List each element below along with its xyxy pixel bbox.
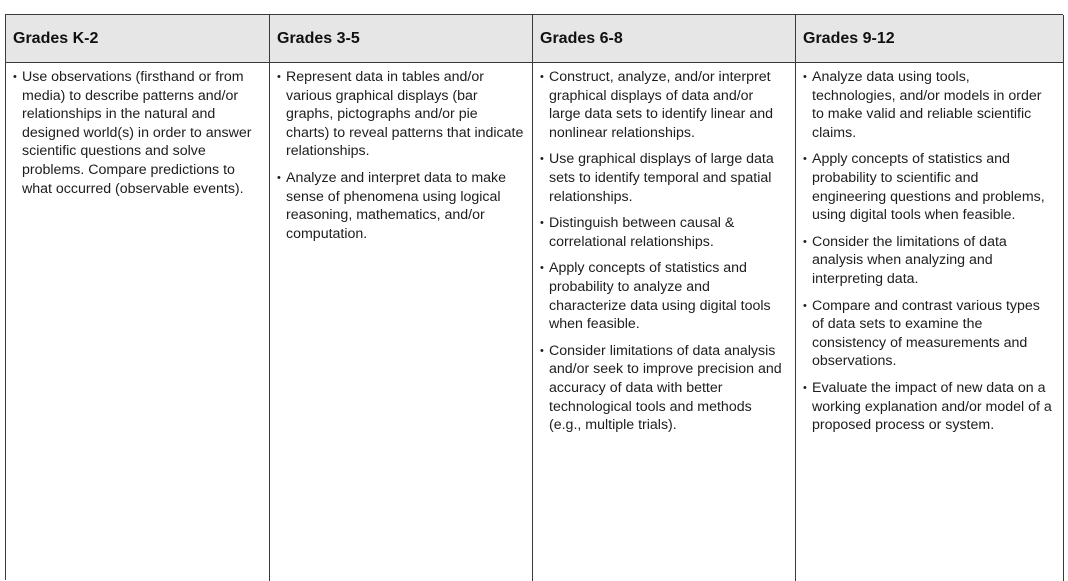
list-item: • Use graphical displays of large data sets to identify temporal and spatial relationships. <box>540 150 787 206</box>
practice-list <box>540 68 787 435</box>
list-item: • Analyze and interpret data to make sense of phenomena using logical reasoning, mathematics, and/or computation. <box>277 169 524 243</box>
column-grades-9-12 <box>796 63 1064 581</box>
practice-list <box>803 68 1055 435</box>
list-item: • Apply concepts of statistics and probability to scientific and engineering questions and problems, using digital tools when feasible. <box>803 150 1055 224</box>
list-item: • Consider limitations of data analysis and/or seek to improve precision and accuracy of data with better technological tools and methods (e.g., multiple trials). <box>540 342 787 435</box>
list-item: • Consider the limitations of data analysis when analyzing and interpreting data. <box>803 233 1055 289</box>
list-item: • Compare and contrast various types of data sets to examine the consistency of measurements and observations. <box>803 297 1055 371</box>
column-grades-6-8 <box>533 63 796 581</box>
list-item: • Construct, analyze, and/or interpret graphical displays of data and/or large data sets to identify linear and nonlinear relationships. <box>540 68 787 142</box>
header-grades-3-5: Grades 3-5 <box>270 15 533 63</box>
list-item: • Represent data in tables and/or various graphical displays (bar graphs, pictographs and/or pie charts) to reveal patterns that indicate relationships. <box>277 68 524 161</box>
list-item: • Apply concepts of statistics and probability to analyze and characterize data using digital tools when feasible. <box>540 259 787 333</box>
header-grades-9-12: Grades 9-12 <box>796 15 1064 63</box>
list-item: • Distinguish between causal & correlational relationships. <box>540 214 787 251</box>
list-item: • Use observations (firsthand or from media) to describe patterns and/or relationships in the natural and designed world(s) in order to answer scientific questions and solve problems. Compare predictions to what occurred (observable events). <box>13 68 261 198</box>
header-grades-6-8: Grades 6-8 <box>533 15 796 63</box>
practice-list <box>13 68 261 198</box>
list-item: • Analyze data using tools, technologies, and/or models in order to make valid and reliable scientific claims. <box>803 68 1055 142</box>
column-grades-k-2 <box>6 63 270 581</box>
list-item: • Evaluate the impact of new data on a working explanation and/or model of a proposed process or system. <box>803 379 1055 435</box>
column-grades-3-5 <box>270 63 533 581</box>
grade-band-table <box>5 14 1063 580</box>
header-grades-k-2: Grades K-2 <box>6 15 270 63</box>
practice-list <box>277 68 524 243</box>
